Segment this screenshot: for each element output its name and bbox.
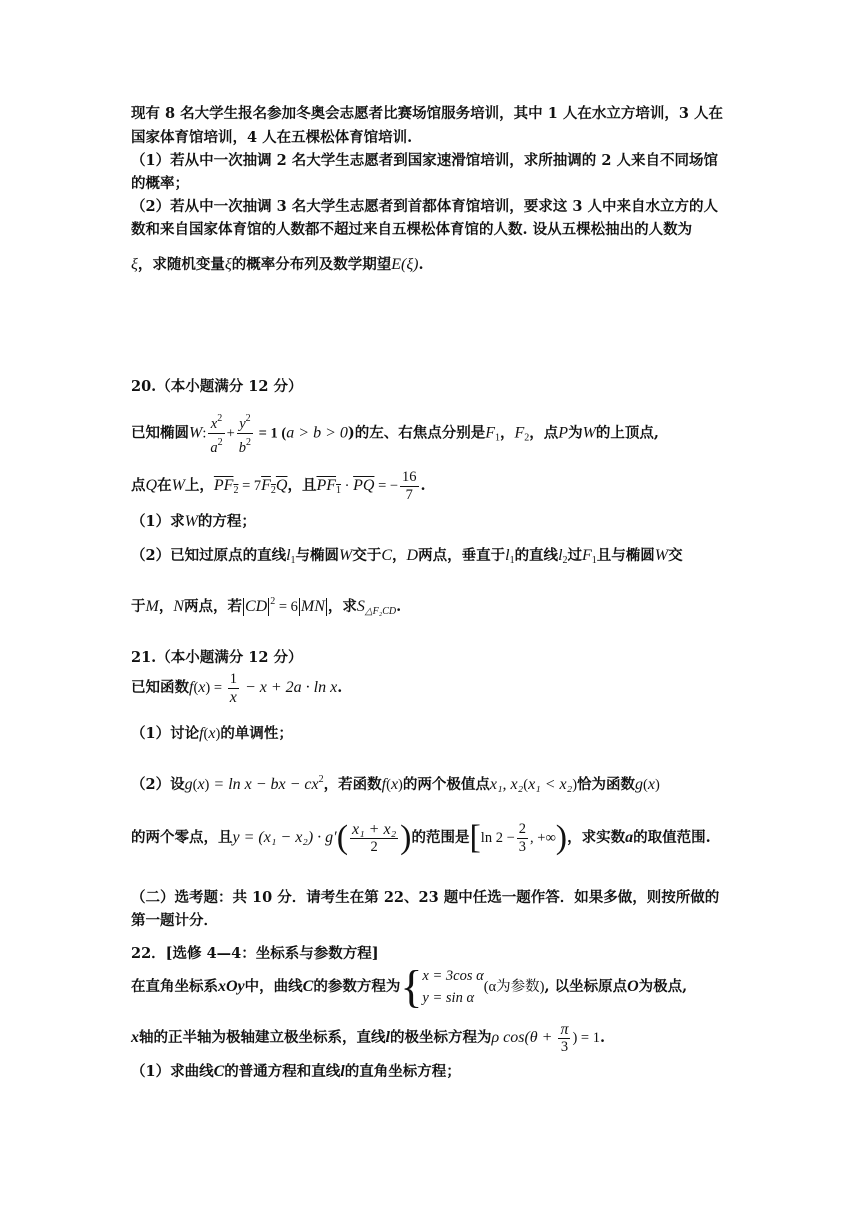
period: . [396, 598, 402, 615]
exp: 2 [246, 437, 252, 448]
p22-part1 [131, 1062, 461, 1082]
p19-line1: 现有 8 名大学生报名参加冬奥会志愿者比赛场馆服务培训，其中 1 人在水立方培训，3 人在 [131, 105, 724, 122]
p21-part1: （1）讨论f(x)的单调性； [131, 725, 293, 742]
var-l1: l [505, 547, 510, 564]
fraction-sum-2 [350, 821, 398, 856]
sub: 1 [591, 555, 597, 566]
var-W: W [654, 547, 669, 564]
p21-text: ，求实数 [567, 829, 626, 846]
var-f: f [199, 725, 204, 742]
p19-text: 的概率分布列及数学期望 [231, 256, 392, 273]
p20-text: 过 [567, 547, 583, 564]
p20-text: 交 [668, 547, 683, 564]
var-x: x [131, 1029, 139, 1046]
p20-text: 于 [131, 598, 146, 615]
p20-part1 [131, 512, 256, 532]
p20-text: 已知椭圆 [131, 424, 189, 442]
var-f: f [381, 776, 387, 793]
numerator: 2 [518, 820, 527, 837]
equals-six: = 6 [275, 599, 298, 615]
var-F2: F [514, 424, 525, 442]
p20-text: 与椭圆 [295, 547, 340, 564]
exp: 2 [217, 437, 223, 448]
equals-neg: = − [374, 478, 399, 494]
numerator: 1 [229, 670, 237, 687]
p20-text: （1）求 [131, 513, 185, 530]
vec-label: PF [316, 477, 337, 494]
colon: : [202, 425, 207, 442]
fraction-16-7 [400, 469, 419, 504]
p21-text: （2）设 [131, 776, 185, 793]
xi-symbol: ξ [224, 256, 232, 273]
p22-line1: 在直角坐标系xOy中，曲线C的参数方程为{ x = 3cos α y = sin α (α为参数), 以坐标原点O为极点, [131, 961, 688, 1012]
p22-line2 [131, 1018, 605, 1058]
var-l1: l [286, 547, 291, 564]
p20-text: )的左、右焦点分别是 [347, 424, 486, 442]
p20-part2-line2 [131, 592, 401, 622]
var-S: S [356, 598, 365, 615]
p20-text: ，求 [327, 598, 357, 615]
triangle-subscript: △F₂CD [364, 606, 397, 617]
p19-part1-line1: （1）若从中一次抽调 2 名大学生志愿者到国家速滑馆培训，求所抽调的 2 人来自不同场馆 [131, 152, 718, 169]
p22-text: 的直角坐标方程； [344, 1063, 461, 1080]
p20-heading: 20.（本小题满分 12 分） [131, 378, 303, 395]
fraction-1-x [228, 671, 239, 706]
p19-part2-line3 [131, 255, 424, 275]
var-Q: Q [145, 477, 158, 494]
p21-text: ，若函数 [323, 776, 382, 793]
var-x: x [390, 776, 399, 793]
p22-text: 为极点, [638, 978, 688, 995]
var-W: W [582, 424, 596, 442]
vec-label: F [261, 477, 271, 494]
param-note: (α为参数) [483, 979, 545, 995]
period: . [599, 1029, 606, 1046]
sub: 2 [562, 555, 568, 566]
var-F1: F [485, 424, 496, 442]
p20-part2-line1 [131, 546, 683, 571]
p19-part1-line2: 的概率； [131, 175, 189, 192]
p20-text: 两点，垂直于 [418, 547, 506, 564]
exp: 2 [217, 413, 223, 424]
vector-PF1 [316, 477, 341, 494]
p20-text: 上， [184, 477, 214, 494]
equals: = [210, 680, 226, 696]
p20-text: ， [392, 547, 407, 564]
period: . [418, 256, 424, 273]
p21-text: （1）讨论 [131, 725, 200, 742]
vec-label: Q [275, 477, 288, 494]
var-N: N [173, 598, 184, 615]
numerator: π [560, 1020, 569, 1038]
p21-line1: 已知函数f(x) = $\frac{1}{x}$ − x + 2a · ln x. [131, 670, 343, 706]
p21-part2-line2: 的两个零点，且y = (x₁ − x₂) · g′( $\frac{\text{x₁ + x₂}}{2}$ )的范围是[ln 2 − $\frac{2}{3}$ , +∞)，求实数a的取值范围. [131, 819, 711, 856]
dot-operator: · [341, 478, 354, 494]
ln2: ln 2 − [480, 830, 515, 846]
var-P: P [558, 424, 569, 442]
var-x: x [210, 416, 218, 432]
p22-text: （1）求曲线 [131, 1063, 214, 1080]
var-C: C [302, 978, 314, 995]
var-MN: MN [300, 598, 325, 615]
var-x: x [647, 776, 655, 793]
fraction-2-3 [517, 821, 528, 856]
xi-symbol: ξ [131, 256, 138, 273]
denominator: x [229, 688, 237, 706]
var-W: W [171, 477, 185, 494]
denominator: 3 [518, 838, 527, 855]
p21-heading: 21.（本小题满分 12 分） [131, 649, 303, 666]
p22-text: , 以坐标原点 [544, 978, 628, 995]
var-C: C [381, 547, 393, 564]
p20-text: 点 [131, 477, 146, 494]
fraction-y2-b2 [237, 410, 253, 457]
polar-eq: ρ cos(θ + [491, 1029, 557, 1046]
p20-text: 在 [157, 477, 172, 494]
p22-text: 中，曲线 [244, 978, 303, 995]
y-definition: y = (x₁ − x₂) · g′ [232, 829, 337, 846]
sub: 2 [524, 432, 530, 444]
section-line2: 第一题计分． [131, 912, 218, 929]
var-CD: CD [245, 598, 268, 615]
sub: 1 [495, 432, 501, 444]
p19-text: ，求随机变量 [137, 256, 225, 273]
exp: 2 [318, 774, 324, 785]
var-M: M [145, 598, 159, 615]
vector-PF2 [214, 477, 239, 494]
numerator: x₁ + x₂ [352, 820, 397, 838]
param-x: x = 3cos α [422, 968, 484, 984]
period: . [337, 679, 343, 696]
condition: a > b > 0 [286, 424, 348, 442]
p21-text: 的两个极值点 [402, 776, 490, 793]
sub: 1 [336, 485, 342, 496]
var-x: x [197, 776, 205, 793]
p20-line1: 已知椭圆W: $\frac{x^2}{a^2}$ + $\frac{y^2}{b^2}$ = 1 (a > b > 0)的左、右焦点分别是$F_1$，$F_2$，点P为W的上顶点, [131, 410, 659, 459]
comma: ， [500, 424, 515, 442]
equals-seven: = 7 [238, 478, 262, 494]
param-y: y = sin α [422, 990, 475, 1006]
exp: 2 [245, 413, 251, 424]
p19-line2: 国家体育馆培训，4 人在五棵松体育馆培训. [131, 129, 413, 146]
f-tail: − x + 2a · ln x [240, 679, 338, 696]
p22-text: 的极坐标方程为 [389, 1029, 492, 1046]
exp: 2 [270, 596, 276, 607]
p20-text: 的方程； [197, 513, 256, 530]
var-W: W [339, 547, 353, 564]
equals-one: = 1 ( [255, 425, 287, 442]
sub: 2 [270, 485, 276, 496]
denominator: 2 [370, 838, 378, 855]
denominator: 7 [405, 486, 413, 503]
var-x: x [198, 679, 206, 696]
var-W: W [184, 513, 198, 530]
p22-text: 轴的正半轴为极轴建立极坐标系，直线 [139, 1029, 386, 1046]
p19-part2-line2: 数和来自国家体育馆的人数都不超过来自五棵松体育馆的人数. 设从五棵松抽出的人数为 [131, 221, 693, 238]
fraction-pi-3 [558, 1021, 570, 1056]
sub: 1 [290, 555, 296, 566]
parametric-system [422, 965, 483, 1009]
var-xOy: xOy [218, 978, 245, 995]
denominator: 3 [560, 1038, 569, 1055]
var-F1: F [582, 547, 592, 564]
var-O: O [627, 978, 639, 995]
p21-part2-line1: （2）设g(x) = ln x − bx − $cx^2$，若函数f(x)的两个极值点x₁, x₂(x₁ < x₂)恰为函数g(x) [131, 774, 660, 793]
p20-text: 两点，若 [184, 598, 242, 615]
p21-text: 的单调性； [220, 725, 293, 742]
var-y: y [239, 416, 246, 432]
p22-heading: 22．[选修 4—4：坐标系与参数方程] [131, 945, 379, 962]
p20-text: ，且 [287, 477, 317, 494]
var-f: f [189, 679, 194, 696]
p20-text: 交于 [352, 547, 382, 564]
p21-text: 的取值范围. [633, 829, 711, 846]
vector-F2Q [261, 477, 287, 494]
p20-text: 的直线 [514, 547, 559, 564]
var-D: D [406, 547, 419, 564]
p20-text: （2）已知过原点的直线 [131, 547, 287, 564]
var-a: a [210, 440, 218, 456]
g-definition: = ln x − bx − cx [209, 776, 319, 793]
var-C: C [213, 1063, 225, 1080]
p22-text: 在直角坐标系 [131, 978, 218, 995]
infinity: , +∞ [530, 830, 556, 846]
p20-text: ， [158, 598, 174, 615]
p20-text: 为 [568, 424, 583, 442]
roots: x₁, x₂ [489, 776, 524, 793]
var-l2: l [558, 547, 563, 564]
p22-text: 的普通方程和直线 [224, 1063, 341, 1080]
var-g: g [184, 776, 193, 793]
p21-text: 已知函数 [131, 679, 189, 696]
root-order: x₁ < x₂ [528, 776, 573, 793]
var-l: l [340, 1063, 345, 1080]
vec-label: PF [213, 477, 234, 494]
p20-text: 的上顶点, [595, 424, 659, 442]
var-g: g [635, 776, 644, 793]
p21-text: 的两个零点，且 [131, 829, 233, 846]
p21-text: 的范围是 [411, 829, 470, 846]
fraction-x2-a2 [208, 410, 224, 457]
var-a: a [625, 829, 634, 846]
p19-part2-line1: （2）若从中一次抽调 3 名大学生志愿者到首都体育馆培训，要求这 3 人中来自水立方的人 [131, 198, 718, 215]
sub: 1 [509, 555, 515, 566]
p20-line2: 点Q在W上，$PF_2 = 7F_2Q$，且$PF_1 \cdot \overline{PQ}$ = − $\frac{16}{7}$ . [131, 468, 426, 503]
vector-PQ: $\overline{PQ}$ [353, 477, 375, 494]
sub: 2 [233, 485, 239, 496]
p20-text: 且与椭圆 [596, 547, 655, 564]
p21-text: 恰为函数 [577, 776, 636, 793]
var-l: l [385, 1029, 390, 1046]
expectation: E(ξ) [391, 256, 419, 273]
var-W: W [189, 424, 203, 442]
section-line1: （二）选考题：共 10 分．请考生在第 22、23 题中任选一题作答．如果多做，则按所做的 [131, 889, 720, 906]
var-b: b [238, 440, 247, 456]
var-x: x [208, 725, 216, 742]
p20-text: ，点 [529, 424, 559, 442]
p22-text: 的参数方程为 [313, 978, 401, 995]
polar-eq-end: ) = 1 [572, 1030, 600, 1046]
numerator: 16 [402, 468, 417, 485]
